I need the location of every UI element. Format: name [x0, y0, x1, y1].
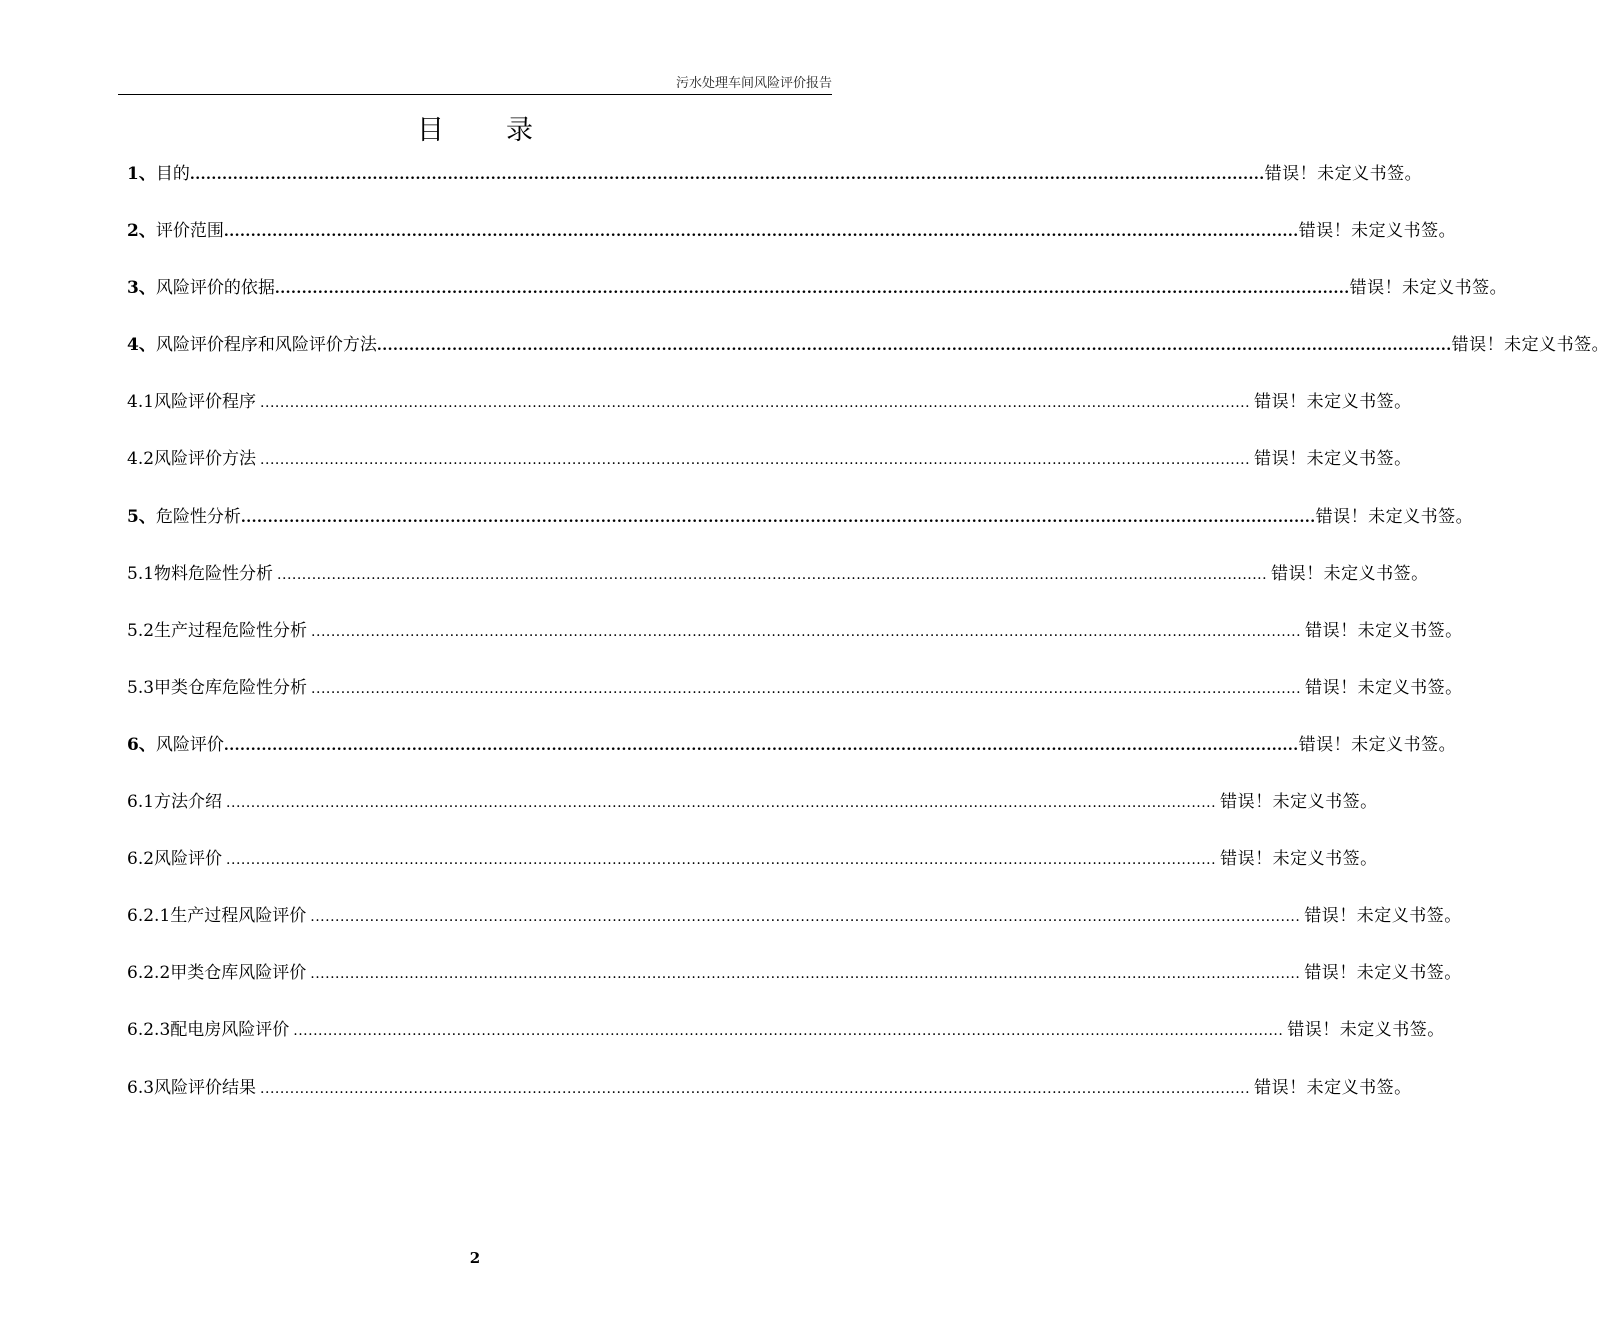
toc-entry-number: 4、 [127, 335, 156, 356]
toc-entry-page-ref: 错误！未定义书签。 [1254, 1077, 1412, 1098]
toc-entry-label: 风险评价程序 [154, 392, 257, 413]
toc-entry-label: 生产过程危险性分析 [154, 620, 308, 641]
toc-entry[interactable] [127, 959, 1462, 1016]
toc-dot-leader: ........................................................................................................................................................................................................ [311, 680, 1302, 697]
toc-entry-label: 风险评价 [155, 734, 224, 755]
toc-entry-number: 6.2 [127, 849, 155, 870]
toc-entry-page-ref: 错误！未定义书签。 [1298, 734, 1457, 755]
toc-entry-page-ref: 错误！未定义书签。 [1264, 164, 1423, 184]
toc-entry[interactable] [127, 503, 1474, 560]
toc-entry-number: 6、 [127, 734, 156, 755]
toc-dot-leader: ........................................................................................................................................................................................................ [223, 224, 1299, 241]
toc-entry-page-ref: 错误！未定义书签。 [1305, 620, 1463, 641]
toc-dot-leader: ........................................................................................................................................................................................................ [277, 566, 1268, 583]
toc-dot-leader: ........................................................................................................................................................................................................ [274, 281, 1350, 298]
toc-entry-label: 配电房风险评价 [170, 1020, 290, 1041]
toc-entry[interactable] [127, 1074, 1412, 1131]
toc-entry-number: 6.2.2 [127, 963, 171, 984]
toc-dot-leader: ........................................................................................................................................................................................................ [223, 737, 1299, 754]
toc-entry[interactable] [127, 560, 1429, 617]
toc-entry-label: 甲类仓库危险性分析 [154, 677, 308, 698]
toc-dot-leader: ........................................................................................................................................................................................................ [189, 167, 1265, 183]
toc-entry-page-ref: 错误！未定义书签。 [1287, 1020, 1445, 1041]
toc-entry[interactable] [127, 331, 1609, 388]
toc-title: 目录 [417, 115, 595, 146]
toc-entry[interactable] [127, 617, 1463, 674]
toc-entry[interactable] [127, 1016, 1445, 1073]
toc-entry[interactable] [127, 674, 1463, 731]
toc-entry[interactable] [127, 445, 1412, 502]
toc-dot-leader: ........................................................................................................................................................................................................ [376, 338, 1452, 355]
toc-entry-page-ref: 错误！未定义书签。 [1304, 963, 1462, 984]
toc-dot-leader: ........................................................................................................................................................................................................ [260, 395, 1251, 412]
toc-entry-page-ref: 错误！未定义书签。 [1220, 849, 1378, 870]
toc-entry-label: 甲类仓库风险评价 [170, 963, 307, 984]
toc-entry-number: 5、 [127, 506, 156, 527]
toc-entry-page-ref: 错误！未定义书签。 [1298, 221, 1457, 242]
toc-entry-number: 4.1 [127, 392, 155, 413]
toc-dot-leader: ........................................................................................................................................................................................................ [310, 966, 1301, 983]
toc-entry-number: 5.3 [127, 677, 155, 698]
toc-entry-page-ref: 错误！未定义书签。 [1220, 792, 1378, 813]
toc-entry-label: 目的 [155, 164, 190, 184]
toc-dot-leader: ........................................................................................................................................................................................................ [260, 1080, 1251, 1097]
toc-entry-label: 风险评价程序和风险评价方法 [155, 335, 377, 356]
toc-entry-label: 风险评价方法 [154, 449, 257, 470]
toc-entry[interactable] [127, 902, 1462, 959]
toc-entry-page-ref: 错误！未定义书签。 [1271, 563, 1429, 584]
toc-entry-label: 评价范围 [155, 221, 224, 242]
toc-entry[interactable] [127, 845, 1378, 902]
toc-entry-page-ref: 错误！未定义书签。 [1304, 906, 1462, 927]
toc-entry-page-ref: 错误！未定义书签。 [1254, 449, 1412, 470]
toc-entry[interactable] [127, 274, 1508, 331]
toc-entry-page-ref: 错误！未定义书签。 [1349, 278, 1508, 299]
toc-dot-leader: ........................................................................................................................................................................................................ [226, 852, 1217, 869]
toc-entry-number: 1、 [127, 164, 156, 184]
toc-entry-number: 6.3 [127, 1077, 155, 1098]
toc-entry-page-ref: 错误！未定义书签。 [1254, 392, 1412, 413]
toc-entry-label: 危险性分析 [155, 506, 241, 527]
toc-entry[interactable] [127, 160, 1423, 217]
toc-entry-page-ref: 错误！未定义书签。 [1451, 335, 1609, 356]
toc-entry-page-ref: 错误！未定义书签。 [1315, 506, 1474, 527]
toc-entry-label: 生产过程风险评价 [170, 906, 307, 927]
toc-dot-leader: ........................................................................................................................................................................................................ [310, 909, 1301, 926]
toc-entry[interactable] [127, 217, 1457, 274]
toc-entry-label: 风险评价的依据 [155, 278, 275, 299]
toc-entry-label: 风险评价结果 [154, 1077, 257, 1098]
toc-entry-number: 6.1 [127, 792, 155, 813]
toc-entry-label: 物料危险性分析 [154, 563, 274, 584]
header-divider [118, 94, 832, 95]
toc-entry-number: 4.2 [127, 449, 155, 470]
toc-entry-label: 风险评价 [154, 849, 223, 870]
page-number: 2 [469, 1249, 481, 1267]
toc-entry-number: 6.2.1 [127, 906, 171, 927]
toc-dot-leader: ........................................................................................................................................................................................................ [293, 1023, 1284, 1040]
toc-entry-number: 5.2 [127, 620, 155, 641]
toc-dot-leader: ........................................................................................................................................................................................................ [260, 452, 1251, 469]
toc-entry-number: 2、 [127, 221, 156, 242]
toc-entry-label: 方法介绍 [154, 792, 223, 813]
table-of-contents [127, 160, 1609, 1131]
toc-entry-number: 3、 [127, 278, 156, 299]
toc-entry-page-ref: 错误！未定义书签。 [1305, 677, 1463, 698]
toc-dot-leader: ........................................................................................................................................................................................................ [240, 509, 1316, 526]
toc-entry[interactable] [127, 388, 1412, 445]
toc-entry[interactable] [127, 731, 1457, 788]
running-header: 污水处理车间风险评价报告 [675, 76, 832, 91]
toc-dot-leader: ........................................................................................................................................................................................................ [226, 795, 1217, 812]
toc-entry-number: 5.1 [127, 563, 155, 584]
toc-entry[interactable] [127, 788, 1378, 845]
toc-dot-leader: ........................................................................................................................................................................................................ [311, 623, 1302, 640]
toc-entry-number: 6.2.3 [127, 1020, 171, 1041]
